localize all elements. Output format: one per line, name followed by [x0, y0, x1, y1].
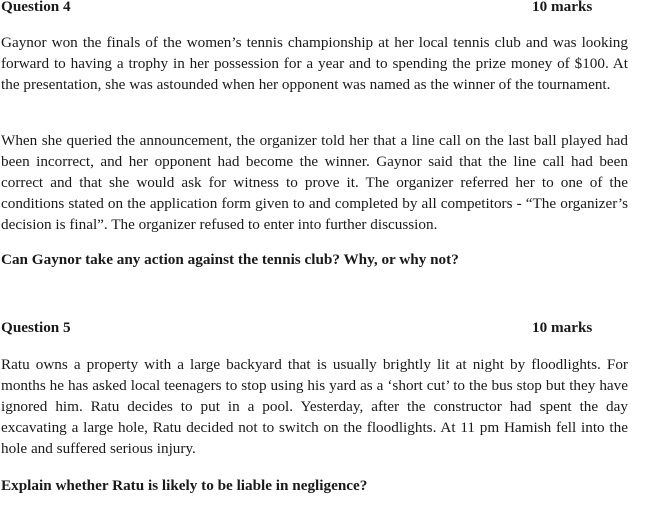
question-4-prompt: Can Gaynor take any action against the tennis club? Why, or why not?: [1, 251, 459, 268]
question-4-header: [1, 0, 601, 17]
question-4-marks: 10 marks: [532, 0, 593, 15]
question-5-title: Question 5: [1, 319, 71, 336]
question-5-header: [1, 318, 601, 338]
question-4-paragraph-1: Gaynor won the finals of the women’s tennis championship at her local tennis club and was looking forward to having a trophy in her possession for a year and to spending the prize money of $100. At the presentation, she was astounded when her opponent was named as the winner of the tournament.: [1, 34, 628, 93]
question-4-paragraph-2: When she queried the announcement, the organizer told her that a line call on the last ball played had been incorrect, and her opponent had become the winner. Gaynor said that the line call had been correct and that she would ask for witness to prove it. The organizer referred her to one of the conditions stated on the application form given to and completed by all competitors - “The organizer’s decision is final”. The organizer refused to enter into further discussion.: [1, 132, 628, 233]
question-5-marks: 10 marks: [532, 319, 593, 336]
question-5-prompt: Explain whether Ratu is likely to be liable in negligence?: [1, 477, 368, 494]
question-5-paragraph-1: Ratu owns a property with a large backyard that is usually brightly lit at night by floodlights. For months he has asked local teenagers to stop using his yard as a ‘short cut’ to the bus stop but they have ignored him. Ratu decides to put in a pool. Yesterday, after the constructor had spent the day excavating a large hole, Ratu decided not to switch on the floodlights. At 11 pm Hamish fell into the hole and suffered serious injury.: [1, 356, 628, 457]
question-4-title: Question 4: [1, 0, 71, 15]
